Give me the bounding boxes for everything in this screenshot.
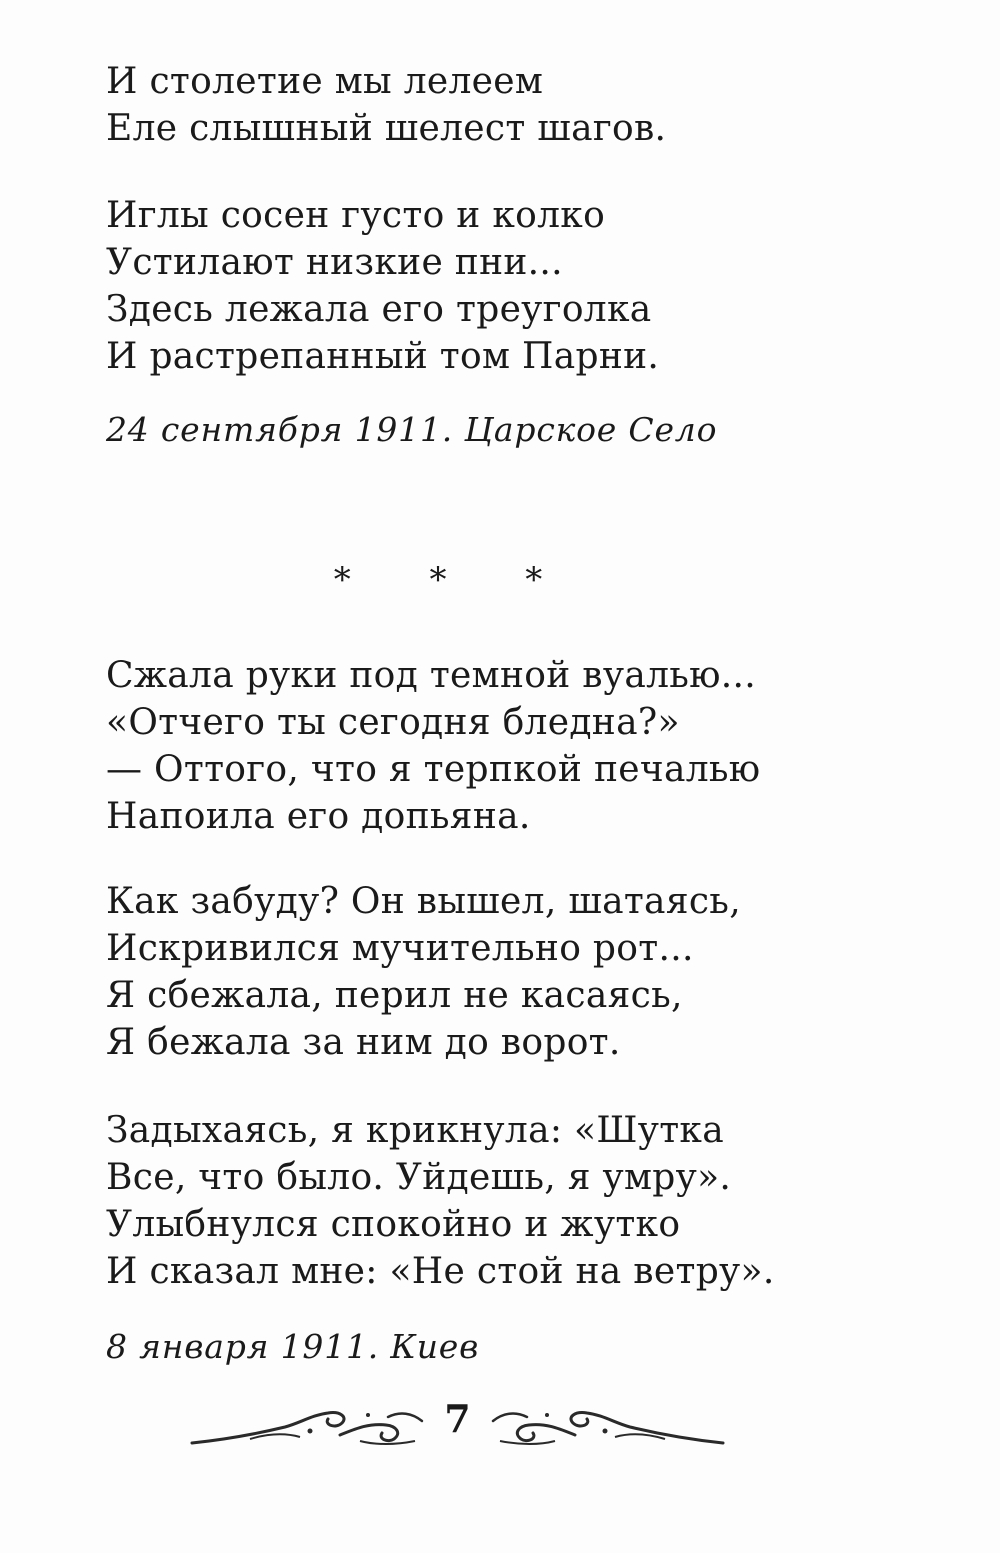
- poem-line: Еле слышный шелест шагов.: [106, 108, 667, 149]
- poem2-stanza-1: [106, 652, 760, 840]
- poem-line: Напоила его допьяна.: [106, 796, 531, 837]
- poem2-stanza-3: [106, 1107, 775, 1295]
- poem-line: Сжала руки под темной вуалью...: [106, 655, 757, 696]
- section-separator: * * *: [333, 560, 577, 600]
- poem-line: Как забуду? Он вышел, шатаясь,: [106, 881, 741, 922]
- poem-line: Задыхаясь, я крикнула: «Шутка: [106, 1110, 724, 1151]
- poem-line: Устилают низкие пни...: [106, 242, 563, 283]
- poem-line: И сказал мне: «Не стой на ветру».: [106, 1251, 775, 1292]
- poem2-stanza-2: [106, 878, 741, 1066]
- poem-line: Я сбежала, перил не касаясь,: [106, 975, 683, 1016]
- poem-line: Улыбнулся спокойно и жутко: [106, 1204, 681, 1245]
- poem-line: И столетие мы лелеем: [106, 61, 544, 102]
- poem2-dateline: 8 января 1911. Киев: [106, 1327, 480, 1366]
- poem-line: И растрепанный том Парни.: [106, 336, 660, 377]
- poem1-stanza-2: [106, 192, 659, 380]
- page-footer: [190, 1395, 725, 1455]
- poem-line: Я бежала за ним до ворот.: [106, 1022, 621, 1063]
- poem-line: Искривился мучительно рот...: [106, 928, 694, 969]
- poem-line: Здесь лежала его треуголка: [106, 289, 652, 330]
- poem-line: — Оттого, что я терпкой печалью: [106, 749, 761, 790]
- poem-line: Все, что было. Уйдешь, я умру».: [106, 1157, 732, 1198]
- poem1-stanza-1: [106, 58, 666, 152]
- flourish-right-icon: [490, 1403, 725, 1449]
- poem1-dateline: 24 сентября 1911. Царское Село: [106, 410, 718, 449]
- poem-line: «Отчего ты сегодня бледна?»: [106, 702, 680, 743]
- page-number: 7: [444, 1396, 471, 1441]
- poem-line: Иглы сосен густо и колко: [106, 195, 606, 236]
